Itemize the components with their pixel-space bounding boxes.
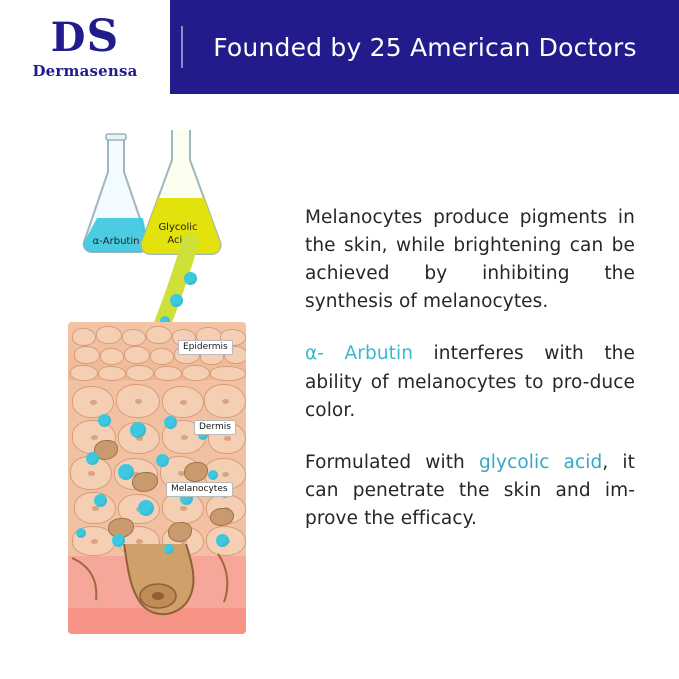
arbutin-particle [184, 272, 197, 285]
header-title: Founded by 25 American Doctors [213, 32, 637, 62]
arbutin-rest: interferes with the ability of melanocytes to pro-duce color. [305, 343, 635, 421]
paragraph-glycolic [305, 449, 635, 533]
label-dermis: Dermis [194, 420, 236, 435]
arbutin-particle [98, 414, 111, 427]
arbutin-particle [216, 534, 229, 547]
brand-name: Dermasensa [32, 61, 138, 80]
paragraph-arbutin [305, 340, 635, 424]
logo-letter-s: S [86, 10, 120, 62]
paragraph-melanocytes: Melanocytes produce pigments in the skin, while brightening can be achieved by inhibiting the synthesis of melanocytes. [305, 207, 635, 313]
arbutin-particle [208, 470, 218, 480]
label-melanocytes: Melanocytes [166, 482, 233, 497]
arbutin-particle [76, 528, 86, 538]
label-epidermis: Epidermis [178, 340, 233, 355]
arbutin-particle [130, 422, 146, 438]
flask-left-label: α-Arbutin [92, 236, 140, 247]
skin-cross-section [68, 322, 246, 634]
arbutin-particle [164, 544, 174, 554]
logo-monogram [50, 10, 120, 62]
header-banner [0, 0, 679, 94]
arbutin-particle [112, 534, 125, 547]
logo-letter-d: D [50, 13, 87, 61]
arbutin-particle [156, 454, 169, 467]
arbutin-highlight: α- Arbutin [305, 343, 414, 365]
arbutin-particle [86, 452, 99, 465]
glycolic-rest: , it can penetrate the skin and im-prove the efficacy. [305, 451, 635, 529]
arbutin-particle [170, 294, 183, 307]
flask-right-label-line2: Acid [167, 235, 189, 246]
flask-right-label-line1: Glycolic [158, 222, 198, 233]
arbutin-particle [94, 494, 107, 507]
skin-diagram [68, 124, 260, 634]
arbutin-particle [164, 416, 177, 429]
text-content [305, 204, 635, 533]
arbutin-particle [138, 500, 154, 516]
glycolic-pre: Formulated with [305, 451, 479, 473]
brand-logo [0, 0, 170, 94]
hair-follicle [68, 544, 246, 634]
arbutin-particle [118, 464, 134, 480]
glycolic-highlight: glycolic acid [478, 451, 603, 473]
